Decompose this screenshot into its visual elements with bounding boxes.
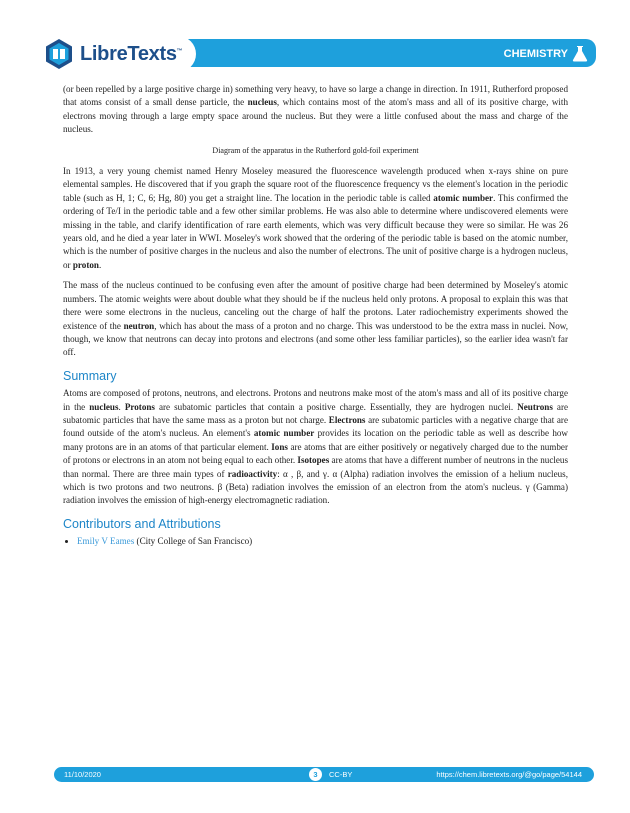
- logo-text: LibreTexts™: [80, 42, 183, 65]
- footer-date: 11/10/2020: [64, 770, 101, 779]
- license-label: CC-BY: [329, 770, 353, 779]
- contributor-link[interactable]: Emily V Eames: [77, 536, 135, 547]
- summary-paragraph: Atoms are composed of protons, neutrons, and electrons. Protons and neutrons make most of the atom's mass and all of its positive charge in the nucleus. Protons are subatomic particles that contain a positive charge. Essentially, they are hydrogen nuclei. Neutrons are subatomic particles that have the same mass as a proton but not charge. Electrons are subatomic particles with a negative charge that are found outside of the atom's nucleus. An element's atomic number provides its location on the periodic table as well as describe how many protons are in an atoms of that particular element. Ions are atoms that are either positively or negatively charged due to the number of protons or electrons in an atom not being equal to each other. Isotopes are atoms that have a different number of neutrons in the nucleus than normal. There are three main types of radioactivity: α , β, and γ. α (Alpha) radiation involves the emission of a helium nucleus, which is two protons and two neutrons. β (Beta) radiation involves the emission of an electron from the atom's nucleus. γ (Gamma) radiation involves the emission of high-energy electromagnetic radiation.: [63, 388, 569, 506]
- flask-icon: [572, 45, 588, 62]
- paragraph-moseley: In 1913, a very young chemist named Henry Moseley measured the fluorescence wavelength produced when x-rays shine on pure elemental samples. He discovered that if you graph the square root of the fluorescence frequency vs the element's location in the periodic table (such as H, 1; C, 6; Hg, 80) you get a straight line. The location in the periodic table is called atomic number. This confirmed the ordering of Te/I in the periodic table and a few other similar problems. He was also able to determine where undiscovered elements were missing in the table, and clarify identification of rare earth elements, which was very difficult because they were so similar. He was 26 years old, and he died a year later in WWI. Moseley's work showed that the ordering of the periodic table is based on the atomic number, which is the number of positive charges in the nucleus and also the number of electrons. The unit of positive charge is a hydrogen nucleus, or proton.: [63, 166, 569, 270]
- page-number: 3: [309, 768, 322, 781]
- libretexts-hexagon-icon: [44, 38, 74, 70]
- contributors-list: [63, 535, 568, 548]
- page-content: [63, 83, 568, 549]
- contributor-affiliation: (City College of San Francisco): [134, 536, 253, 547]
- subject-label[interactable]: CHEMISTRY: [503, 48, 568, 60]
- libretexts-logo[interactable]: [44, 36, 196, 72]
- paragraph-neutron: The mass of the nucleus continued to be confusing even after the amount of positive charge had been determined by Moseley's atomic numbers. The atomic weights were about double what they should be if the nucleus held only protons. A proposal to explain this was that there were some electrons in the nucleus, canceling out the charge of half the protons. Later radiochemistry experiments showed the existence of the neutron, which has about the mass of a proton and no charge. This was understood to be the extra mass in nuclei. Now, though, we know that neutrons can decay into protons and electrons (and some other less familiar particles), so the earlier idea wasn't far off.: [63, 280, 568, 358]
- page-url-link[interactable]: https://chem.libretexts.org/@go/page/54144: [436, 770, 582, 779]
- page-footer: [54, 767, 594, 782]
- figure-caption: Diagram of the apparatus in the Rutherford gold-foil experiment: [212, 145, 419, 155]
- list-item: [77, 535, 568, 548]
- paragraph-rutherford: (or been repelled by a large positive charge in) something very heavy, to have so large a change in direction. In 1911, Rutherford proposed that atoms consist of a small dense particle, the nucleus, which contains most of the atom's mass and all of its positive charge, with electrons moving through a large empty space around the nucleus. But they were a little confused about the mass and charge of the nucleus.: [63, 84, 568, 135]
- contributors-heading: Contributors and Attributions: [63, 516, 221, 531]
- summary-heading: Summary: [63, 368, 117, 383]
- page-header: [36, 36, 596, 72]
